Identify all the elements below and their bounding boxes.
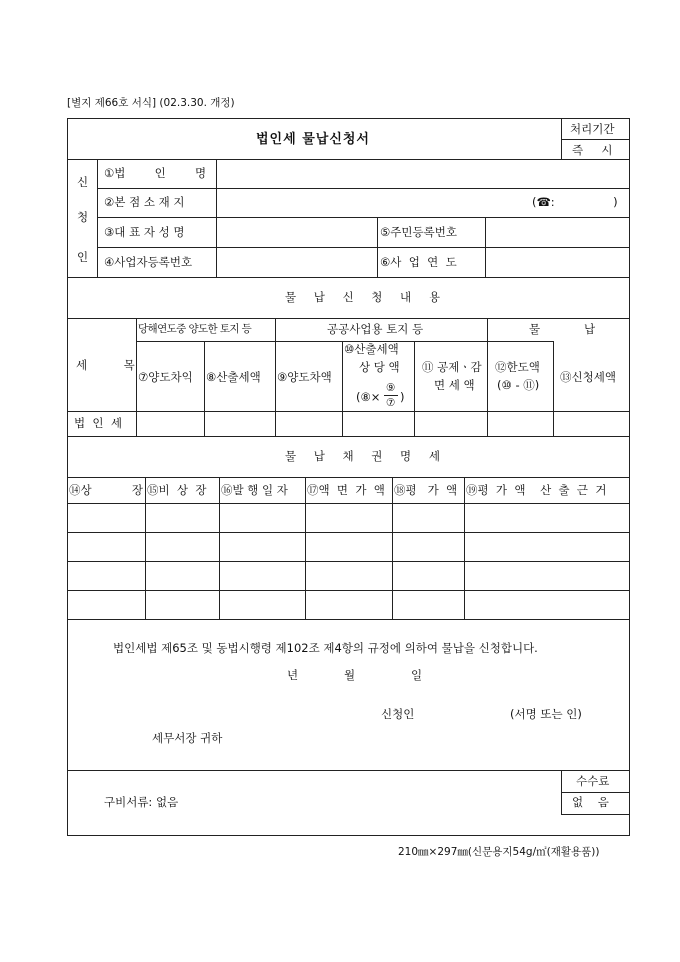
applicant-group-char-2: 청 <box>77 210 89 224</box>
col-equiv-tax-denominator: ⑦ <box>386 397 396 409</box>
line-req-c4 <box>342 341 343 436</box>
line-bond-c2 <box>219 477 220 619</box>
group-public-land: 공공사업용 토지 등 <box>327 322 424 336</box>
fee-label: 수수료 <box>576 774 610 788</box>
phone-field: (☎: ) <box>532 195 618 209</box>
line-bonds-row-4 <box>67 619 630 620</box>
line-req-c7 <box>553 341 554 436</box>
bonds-section-title: 물 납 채 권 명 세 <box>285 449 447 463</box>
line-applicant-mid-left <box>377 217 378 277</box>
date-day: 일 <box>411 668 423 682</box>
resident-number-label: ⑤주민등록번호 <box>380 225 457 239</box>
head-office-address-label: ②본 점 소 재 지 <box>104 195 185 209</box>
line-request-title-bottom <box>67 318 630 319</box>
line-fee-left <box>561 770 562 814</box>
line-req-c6 <box>487 318 488 436</box>
line-applicant-2 <box>97 217 630 218</box>
line-bond-c3 <box>305 477 306 619</box>
business-number-label: ④사업자등록번호 <box>104 255 193 269</box>
col-equiv-tax-numerator: ⑨ <box>386 382 396 394</box>
col-deduction-line2: 면 세 액 <box>434 378 475 392</box>
col-limit-line2: (⑩ - ⑪) <box>497 378 540 392</box>
representative-name-label: ③대 표 자 성 명 <box>104 225 185 239</box>
tax-office-addressee: 세무서장 귀하 <box>152 731 223 745</box>
line-statement-bottom <box>67 770 630 771</box>
line-applicant-1 <box>97 188 630 189</box>
line-request-row-bottom <box>67 436 630 437</box>
col-transfer-gain: ⑦양도차익 <box>138 370 193 384</box>
line-req-c3 <box>275 318 276 436</box>
col-deduction-line1: ⑪ 공제ㆍ감 <box>422 360 482 374</box>
line-bond-c4 <box>392 477 393 619</box>
line-applicant-label <box>216 159 217 277</box>
col-requested-tax: ⑬신청세액 <box>560 370 616 384</box>
group-payment-in-kind: 물 납 <box>529 322 596 336</box>
col-issue-date: ⑯발 행 일 자 <box>221 483 288 497</box>
processing-period-label: 처리기간 <box>570 122 615 136</box>
col-unlisted: ⑮비 상 장 <box>147 483 207 497</box>
line-bonds-header-bottom <box>67 503 630 504</box>
col-equiv-tax-line1: ⑩산출세액 <box>344 342 399 356</box>
line-processing-mid <box>561 139 630 140</box>
request-section-title: 물 납 신 청 내 용 <box>285 290 447 304</box>
form-number-note: [별지 제66호 서식] (02.3.30. 개정) <box>67 97 235 109</box>
col-appraisal-basis: ⑲평 가 액 산 출 근 거 <box>466 483 607 497</box>
corp-name-label: ①법 인 명 <box>104 166 207 180</box>
required-documents: 구비서류: 없음 <box>104 795 179 809</box>
col-equiv-tax-line2: 상 당 액 <box>359 360 400 374</box>
col-calculated-tax: ⑧산출세액 <box>206 370 261 384</box>
col-limit-line1: ⑫한도액 <box>495 360 540 374</box>
fraction-bar <box>384 395 398 396</box>
sign-or-seal-note: (서명 또는 인) <box>510 707 582 721</box>
line-applicant-bottom <box>67 277 630 278</box>
line-req-c2 <box>204 341 205 436</box>
line-req-c5 <box>414 341 415 436</box>
line-fee-mid <box>561 792 630 793</box>
line-bonds-row-2 <box>67 561 630 562</box>
paper-size-note: 210㎜×297㎜(신문용지54g/㎡(재활용품)) <box>398 846 600 858</box>
date-month: 월 <box>344 668 356 682</box>
line-bond-c1 <box>145 477 146 619</box>
line-bonds-title-bottom <box>67 477 630 478</box>
col-equiv-tax-formula-pre: (⑧× <box>356 390 381 404</box>
applicant-group-char-3: 인 <box>77 250 89 264</box>
line-fee-bottom <box>561 814 630 815</box>
statement-text: 법인세법 제65조 및 동법시행령 제102조 제4항의 규정에 의하여 물납을 신청합니다. <box>113 641 538 655</box>
processing-period-value: 즉 시 <box>572 143 613 157</box>
line-request-header-bottom <box>67 411 630 412</box>
line-bonds-row-3 <box>67 590 630 591</box>
tax-item-label: 세 목 <box>76 358 135 372</box>
line-applicant-mid-right <box>485 217 486 277</box>
line-bonds-row-1 <box>67 532 630 533</box>
fee-value: 없 음 <box>572 795 609 809</box>
col-equiv-tax-formula-post: ) <box>400 390 405 404</box>
applicant-signature-label: 신청인 <box>381 707 415 721</box>
applicant-group-char-1: 신 <box>77 175 89 189</box>
line-applicant-3 <box>97 247 630 248</box>
corporate-tax-row-label: 법 인 세 <box>74 416 122 430</box>
line-applicant-group <box>97 159 98 277</box>
group-transferred-land: 당해연도중 양도한 토지 등 <box>138 323 252 335</box>
col-transfer-diff: ⑨양도차액 <box>277 370 332 384</box>
col-appraised-value: ⑱평 가 액 <box>394 483 458 497</box>
line-processing-left <box>561 118 562 159</box>
business-year-label: ⑥사 업 연 도 <box>380 255 457 269</box>
form-title: 법인세 물납신청서 <box>256 132 370 147</box>
col-listed: ⑭상 장 <box>69 483 143 497</box>
line-title-bottom <box>67 159 630 160</box>
date-year: 년 <box>287 668 299 682</box>
col-face-value: ⑰액 면 가 액 <box>307 483 385 497</box>
line-bond-c5 <box>464 477 465 619</box>
line-req-c1 <box>136 318 137 436</box>
